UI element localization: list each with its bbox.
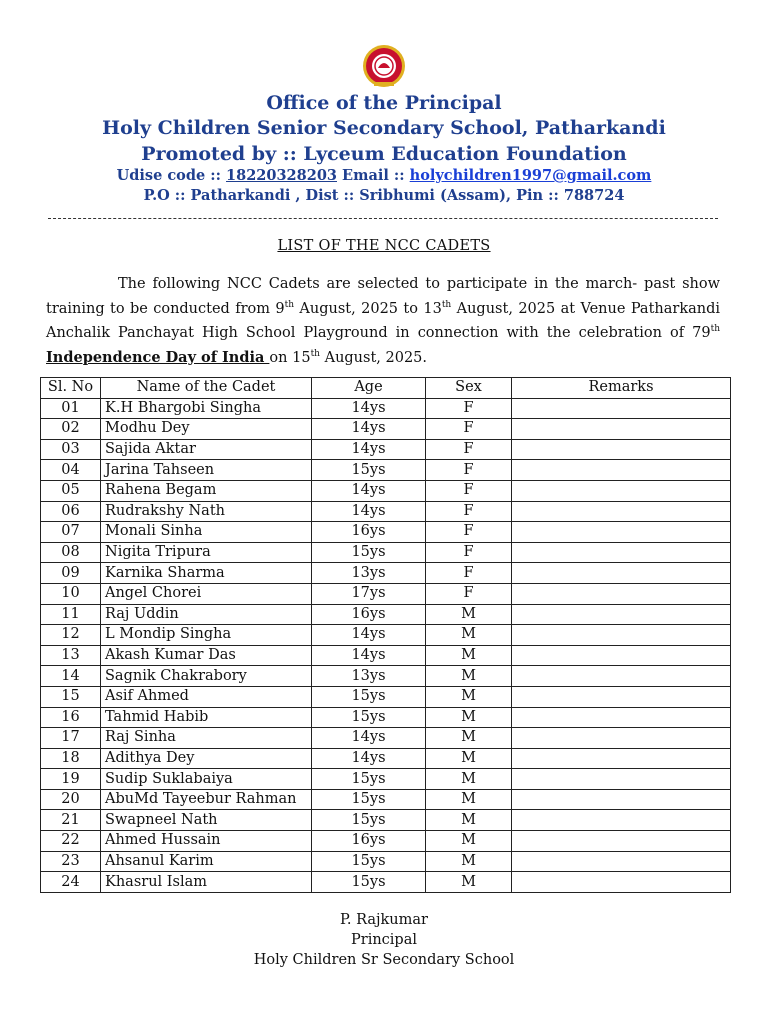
cell-sex: M xyxy=(426,604,512,625)
table-row xyxy=(41,439,731,460)
cell-age: 14ys xyxy=(312,480,426,501)
cell-slno: 02 xyxy=(41,419,101,440)
cell-name: Jarina Tahseen xyxy=(101,460,312,481)
cell-slno: 05 xyxy=(41,480,101,501)
address-line: P.O :: Patharkandi , Dist :: Sribhumi (Assam), Pin :: 788724 xyxy=(143,187,625,204)
cell-sex: F xyxy=(426,583,512,604)
cell-name: K.H Bhargobi Singha xyxy=(101,398,312,419)
cell-age: 16ys xyxy=(312,831,426,852)
cell-slno: 08 xyxy=(41,542,101,563)
cell-remarks xyxy=(512,604,731,625)
cell-slno: 24 xyxy=(41,872,101,893)
cell-name: Nigita Tripura xyxy=(101,542,312,563)
cell-slno: 14 xyxy=(41,666,101,687)
table-row xyxy=(41,769,731,790)
signatory-school: Holy Children Sr Secondary School xyxy=(253,952,515,968)
cell-age: 16ys xyxy=(312,522,426,543)
cell-name: Angel Chorei xyxy=(101,583,312,604)
cell-remarks xyxy=(512,748,731,769)
cell-age: 15ys xyxy=(312,686,426,707)
cell-name: Asif Ahmed xyxy=(101,686,312,707)
cell-slno: 19 xyxy=(41,769,101,790)
cell-age: 14ys xyxy=(312,645,426,666)
cell-name: Raj Uddin xyxy=(101,604,312,625)
cell-slno: 09 xyxy=(41,563,101,584)
cell-slno: 11 xyxy=(41,604,101,625)
cell-remarks xyxy=(512,707,731,728)
cell-remarks xyxy=(512,460,731,481)
table-row xyxy=(41,728,731,749)
table-row xyxy=(41,460,731,481)
cell-sex: M xyxy=(426,625,512,646)
cell-sex: M xyxy=(426,728,512,749)
cell-name: Sagnik Chakrabory xyxy=(101,666,312,687)
cell-slno: 12 xyxy=(41,625,101,646)
cell-age: 15ys xyxy=(312,769,426,790)
cell-remarks xyxy=(512,666,731,687)
cell-remarks xyxy=(512,789,731,810)
cell-slno: 21 xyxy=(41,810,101,831)
udise-code: 18220328203 xyxy=(226,167,337,184)
cell-remarks xyxy=(512,625,731,646)
table-row xyxy=(41,625,731,646)
cell-slno: 16 xyxy=(41,707,101,728)
school-name: Holy Children Senior Secondary School, Patharkandi xyxy=(102,117,666,139)
cell-age: 15ys xyxy=(312,810,426,831)
cell-age: 13ys xyxy=(312,666,426,687)
cell-remarks xyxy=(512,419,731,440)
cell-age: 16ys xyxy=(312,604,426,625)
table-header-row xyxy=(41,378,731,399)
cell-name: Ahsanul Karim xyxy=(101,851,312,872)
cell-sex: M xyxy=(426,666,512,687)
cell-slno: 20 xyxy=(41,789,101,810)
cell-name: Ahmed Hussain xyxy=(101,831,312,852)
cell-sex: M xyxy=(426,851,512,872)
cell-remarks xyxy=(512,583,731,604)
cell-name: Adithya Dey xyxy=(101,748,312,769)
intro-paragraph: The following NCC Cadets are selected to participate in the march- past show training to be conducted from 9th August, 2025 to 13th August, 2025 at Venue Patharkandi Anchalik Panchayat High School Playground in connection with the celebration of 79th Independence Day of India on 15th August, 2025. xyxy=(46,276,721,366)
udise-label: Udise code :: xyxy=(116,167,227,184)
col-header-name: Name of the Cadet xyxy=(101,378,312,399)
table-row xyxy=(41,810,731,831)
list-title: LIST OF THE NCC CADETS xyxy=(277,238,491,254)
cell-sex: F xyxy=(426,460,512,481)
cell-remarks xyxy=(512,480,731,501)
cell-age: 14ys xyxy=(312,439,426,460)
cell-sex: M xyxy=(426,748,512,769)
cell-slno: 01 xyxy=(41,398,101,419)
cell-remarks xyxy=(512,810,731,831)
cell-name: Tahmid Habib xyxy=(101,707,312,728)
table-row xyxy=(41,645,731,666)
col-header-remarks: Remarks xyxy=(512,378,731,399)
cell-name: Rudrakshy Nath xyxy=(101,501,312,522)
cell-slno: 07 xyxy=(41,522,101,543)
cell-name: Sudip Suklabaiya xyxy=(101,769,312,790)
header-divider xyxy=(48,218,718,219)
col-header-age: Age xyxy=(312,378,426,399)
school-logo-emblem xyxy=(362,44,406,88)
table-row xyxy=(41,542,731,563)
cell-sex: M xyxy=(426,686,512,707)
promoted-by: Promoted by :: Lyceum Education Foundation xyxy=(141,143,627,165)
cell-sex: F xyxy=(426,480,512,501)
cell-age: 15ys xyxy=(312,460,426,481)
cell-remarks xyxy=(512,851,731,872)
table-row xyxy=(41,851,731,872)
cell-name: Rahena Begam xyxy=(101,480,312,501)
cell-remarks xyxy=(512,686,731,707)
cell-sex: M xyxy=(426,789,512,810)
table-row xyxy=(41,686,731,707)
cell-slno: 18 xyxy=(41,748,101,769)
table-row xyxy=(41,583,731,604)
cell-name: Raj Sinha xyxy=(101,728,312,749)
table-row xyxy=(41,707,731,728)
table-row xyxy=(41,480,731,501)
cell-slno: 03 xyxy=(41,439,101,460)
cell-name: Monali Sinha xyxy=(101,522,312,543)
cell-name: Khasrul Islam xyxy=(101,872,312,893)
cell-sex: M xyxy=(426,872,512,893)
cell-age: 15ys xyxy=(312,707,426,728)
table-row xyxy=(41,872,731,893)
cell-sex: F xyxy=(426,542,512,563)
cell-remarks xyxy=(512,728,731,749)
cell-name: Sajida Aktar xyxy=(101,439,312,460)
cell-remarks xyxy=(512,645,731,666)
cell-age: 14ys xyxy=(312,748,426,769)
cell-remarks xyxy=(512,831,731,852)
cell-age: 14ys xyxy=(312,625,426,646)
col-header-sex: Sex xyxy=(426,378,512,399)
signatory-name: P. Rajkumar xyxy=(340,912,428,928)
cell-age: 15ys xyxy=(312,542,426,563)
cell-age: 17ys xyxy=(312,583,426,604)
cell-sex: F xyxy=(426,419,512,440)
cell-name: Swapneel Nath xyxy=(101,810,312,831)
col-header-slno: Sl. No xyxy=(41,378,101,399)
cell-remarks xyxy=(512,769,731,790)
cell-age: 14ys xyxy=(312,419,426,440)
cell-name: AbuMd Tayeebur Rahman xyxy=(101,789,312,810)
cell-slno: 17 xyxy=(41,728,101,749)
cadets-table xyxy=(40,377,731,893)
cell-slno: 04 xyxy=(41,460,101,481)
table-row xyxy=(41,522,731,543)
email-label: Email :: xyxy=(337,167,410,184)
cell-age: 15ys xyxy=(312,872,426,893)
cell-sex: F xyxy=(426,439,512,460)
table-row xyxy=(41,789,731,810)
cell-remarks xyxy=(512,501,731,522)
office-title: Office of the Principal xyxy=(266,92,502,114)
cell-age: 14ys xyxy=(312,501,426,522)
cell-slno: 10 xyxy=(41,583,101,604)
cell-sex: F xyxy=(426,563,512,584)
cell-remarks xyxy=(512,398,731,419)
cell-sex: F xyxy=(426,522,512,543)
cell-age: 13ys xyxy=(312,563,426,584)
independence-day-text: Independence Day of India xyxy=(46,348,270,366)
signatory-title: Principal xyxy=(351,932,417,948)
table-row xyxy=(41,398,731,419)
cell-sex: F xyxy=(426,501,512,522)
cell-sex: M xyxy=(426,831,512,852)
cadets-table-body xyxy=(41,398,731,892)
cell-slno: 13 xyxy=(41,645,101,666)
cell-slno: 06 xyxy=(41,501,101,522)
cell-sex: M xyxy=(426,707,512,728)
udise-email-line xyxy=(0,167,768,184)
cell-slno: 23 xyxy=(41,851,101,872)
cell-age: 14ys xyxy=(312,398,426,419)
email-link[interactable]: holychildren1997@gmail.com xyxy=(409,167,652,184)
cell-age: 14ys xyxy=(312,728,426,749)
table-row xyxy=(41,831,731,852)
cell-sex: M xyxy=(426,810,512,831)
cell-name: Akash Kumar Das xyxy=(101,645,312,666)
cell-remarks xyxy=(512,872,731,893)
table-row xyxy=(41,604,731,625)
cell-sex: M xyxy=(426,769,512,790)
cell-name: L Mondip Singha xyxy=(101,625,312,646)
table-row xyxy=(41,666,731,687)
cell-age: 15ys xyxy=(312,789,426,810)
table-row xyxy=(41,748,731,769)
cell-sex: M xyxy=(426,645,512,666)
cell-name: Karnika Sharma xyxy=(101,563,312,584)
cell-remarks xyxy=(512,522,731,543)
cell-slno: 15 xyxy=(41,686,101,707)
cell-name: Modhu Dey xyxy=(101,419,312,440)
cell-age: 15ys xyxy=(312,851,426,872)
cell-sex: F xyxy=(426,398,512,419)
cell-remarks xyxy=(512,439,731,460)
table-row xyxy=(41,501,731,522)
cell-remarks xyxy=(512,563,731,584)
cell-remarks xyxy=(512,542,731,563)
table-row xyxy=(41,563,731,584)
table-row xyxy=(41,419,731,440)
cell-slno: 22 xyxy=(41,831,101,852)
